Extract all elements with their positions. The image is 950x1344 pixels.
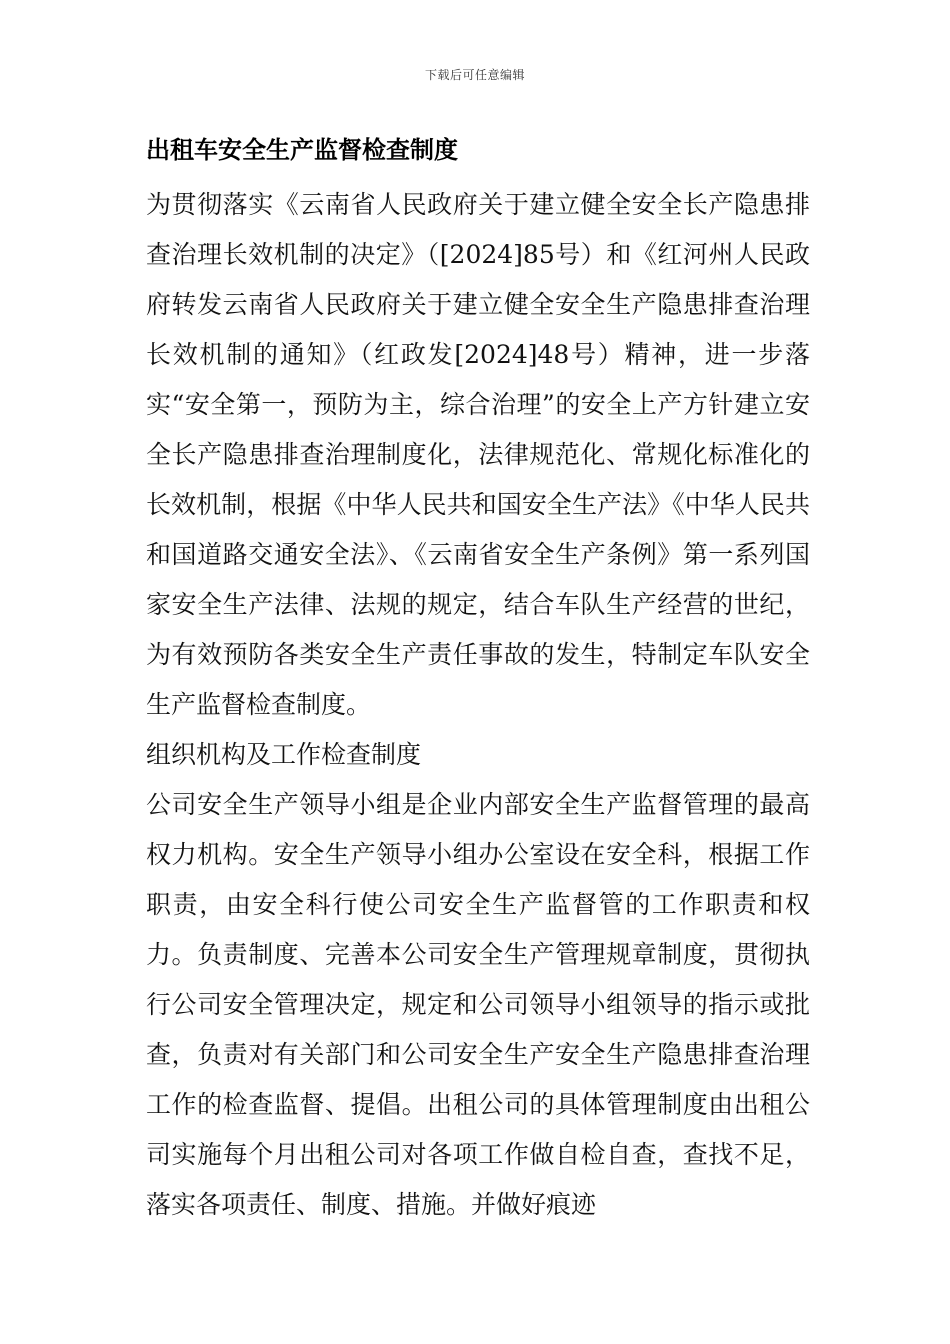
section-paragraph: 公司安全生产领导小组是企业内部安全生产监督管理的最高权力机构。安全生产领导小组办公室设在安全科，根据工作职责，由安全科行使公司安全生产监督管的工作职责和权力。负责制度、完善本公司安全生产管理规章制度，贯彻执行公司安全管理决定，规定和公司领导小组领导的指示或批查，负责对有关部门和公司安全生产安全生产隐患排查治理工作的检查监督、提倡。出租公司的具体管理制度由出租公司实施每个月出租公司对各项工作做自检自查，查找不足，落实各项责任、制度、措施。并做好痕迹 [146, 790, 810, 1219]
header-note: 下载后可任意编辑 [424, 68, 525, 82]
intro-paragraph: 为贯彻落实《云南省人民政府关于建立健全安全长产隐患排查治理长效机制的决定》（[2024]85号）和《红河州人民政府转发云南省人民政府关于建立健全安全生产隐患排查治理长效机制的通知》（红政发[2024]48号）精神，进一步落实“安全第一，预防为主，综合治理”的安全上产方针建立安全长产隐患排查治理制度化，法律规范化、常规化标准化的长效机制，根据《中华人民共和国安全生产法》《中华人民共和国道路交通安全法》、《云南省安全生产条例》第一系列国家安全生产法律、法规的规定，结合车队生产经营的世纪，为有效预防各类安全生产责任事故的发生，特制定车队安全生产监督检查制度。 [146, 190, 810, 719]
document-body [146, 130, 810, 1230]
document-title: 出租车安全生产监督检查制度 [146, 136, 458, 164]
section-heading: 组织机构及工作检查制度 [146, 740, 422, 769]
